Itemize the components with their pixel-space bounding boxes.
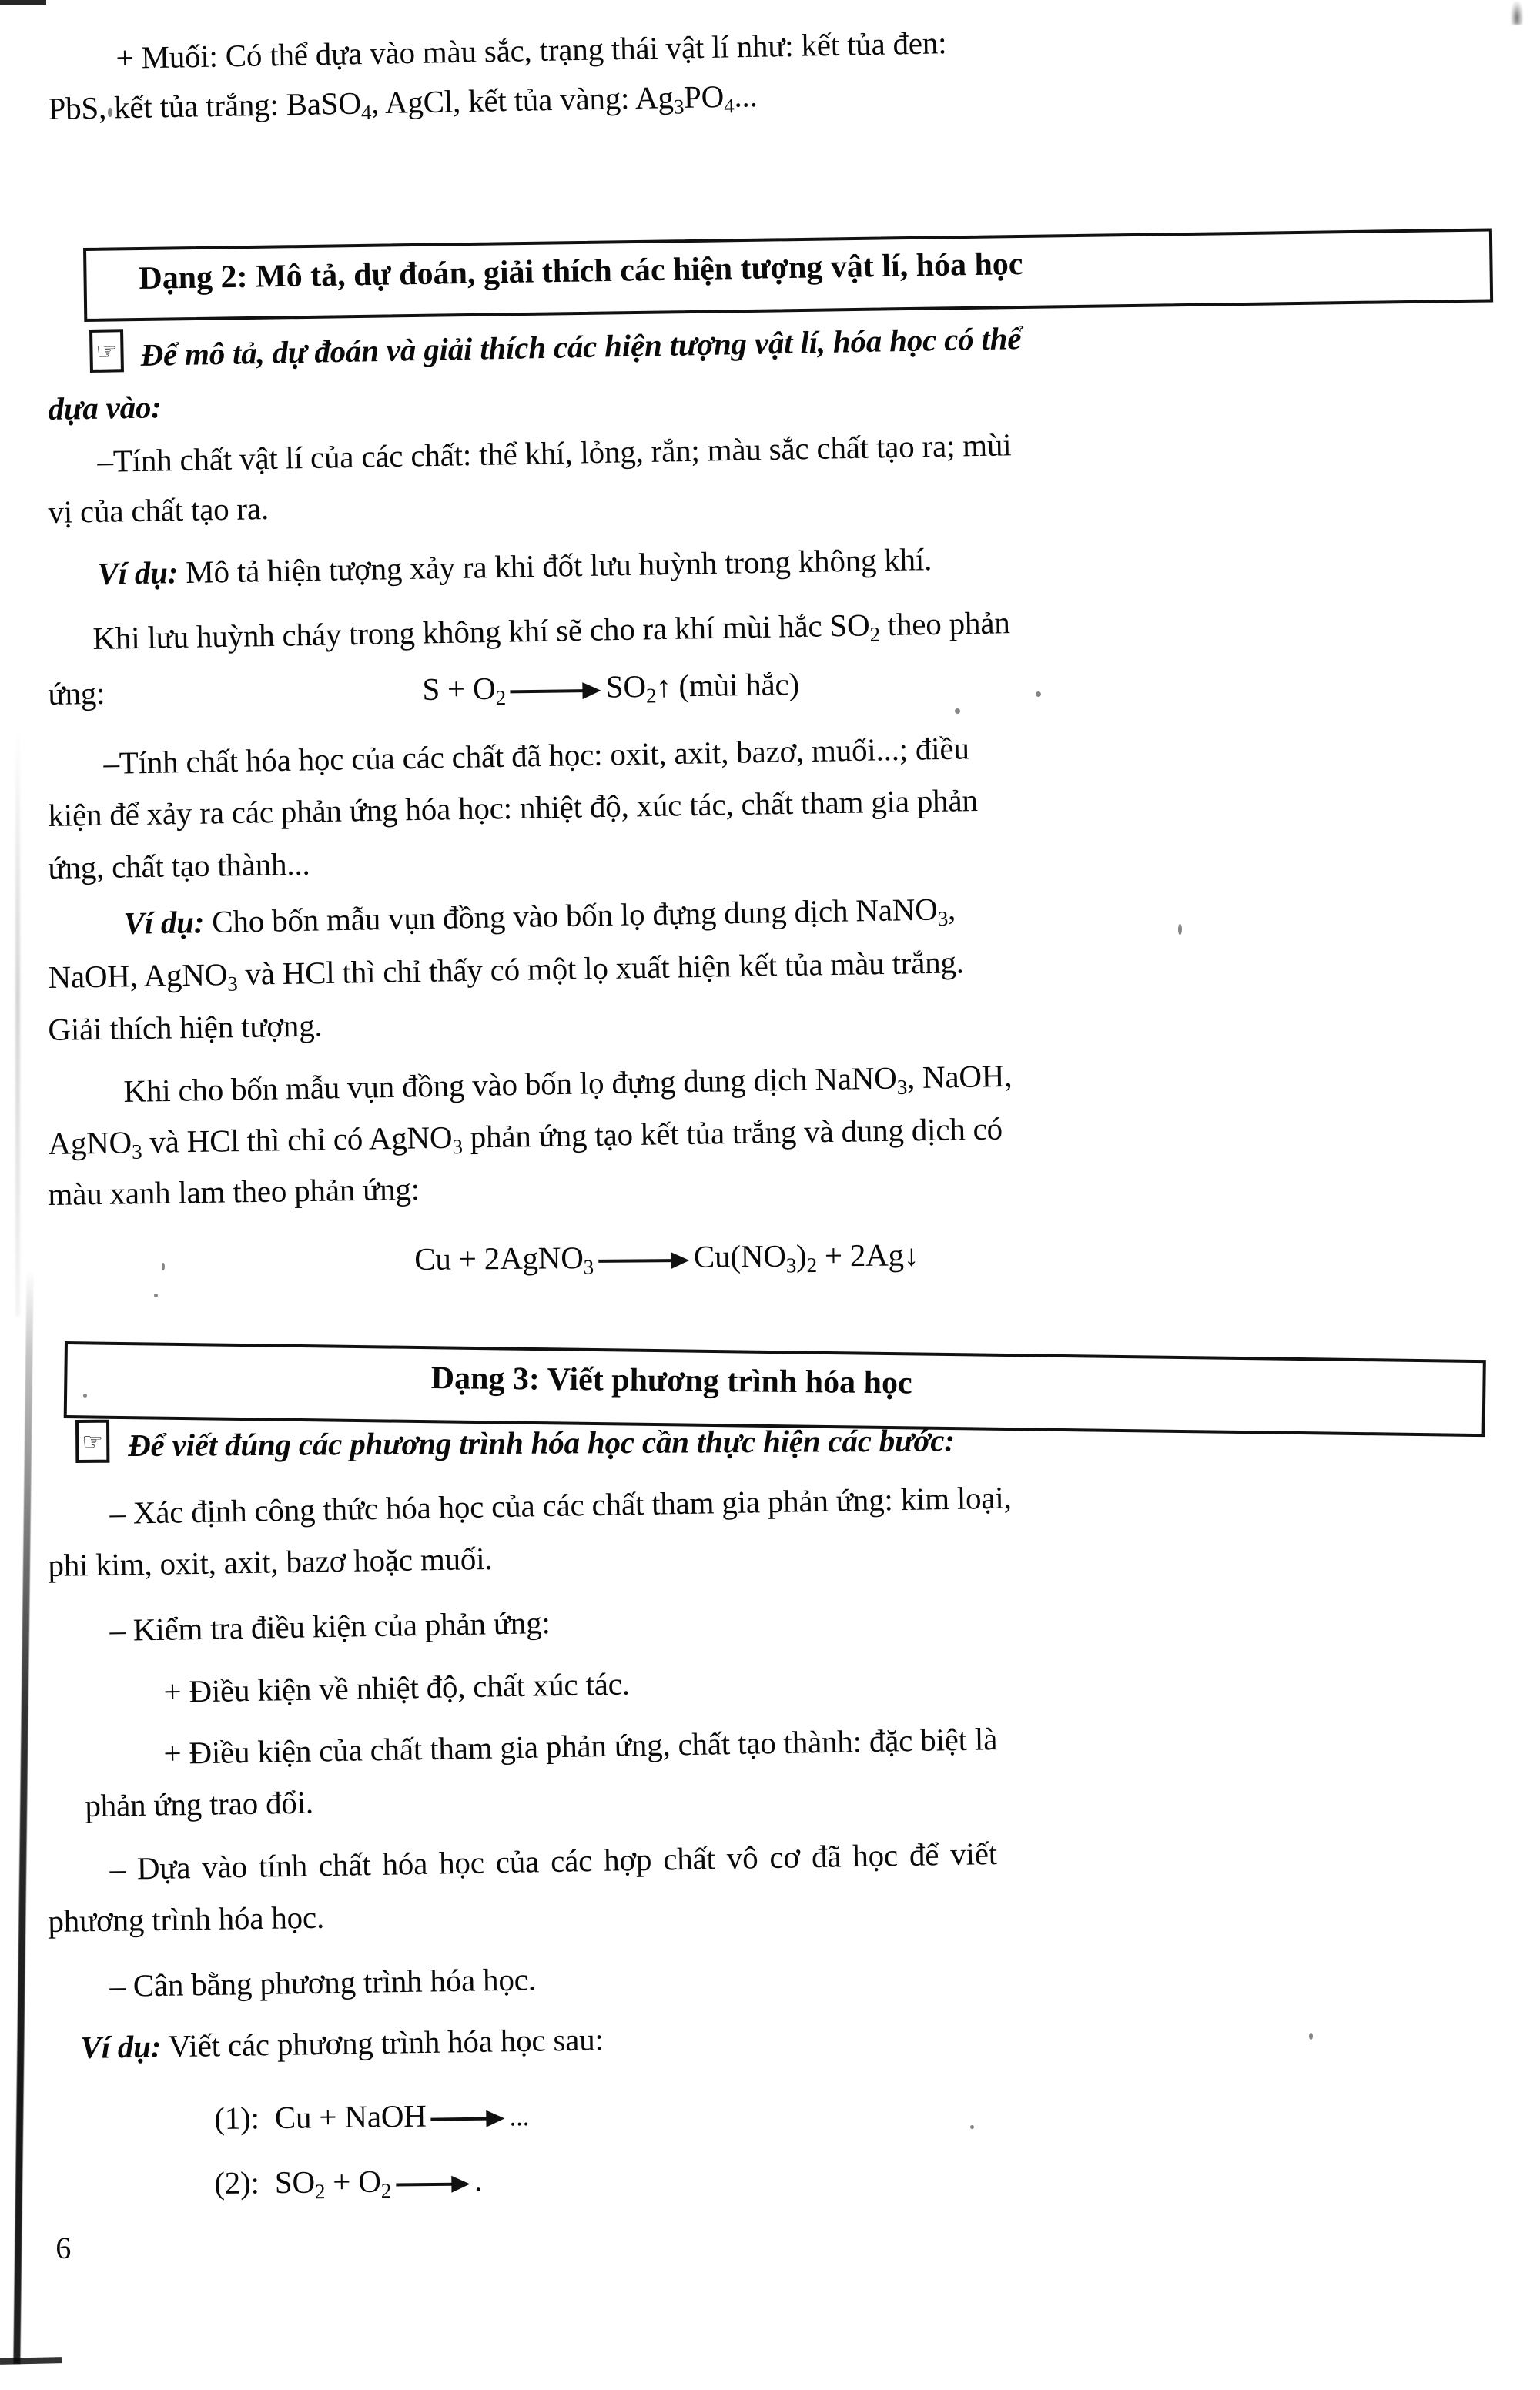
eq2-reactant-2: AgNO — [499, 1240, 584, 1277]
dang3-example — [80, 2010, 1082, 2070]
page-number: 6 — [55, 2230, 72, 2265]
dang3-step-1-line-2: phi kim, oxit, axit, bazơ hoặc muối. — [48, 1540, 493, 1583]
dang3-step-3-line-1: – Dựa vào tính chất hóa học của các hợp chất vô cơ đã học để viết — [109, 1835, 998, 1886]
expl1-part-b: theo phản — [879, 604, 1010, 643]
dang2-bullet-1-line-2: vị của chất tạo ra. — [48, 490, 270, 530]
eq4-so2-subscript: 2 — [314, 2180, 326, 2204]
pointing-hand-icon — [89, 329, 124, 373]
eq4-left-b: O — [357, 2163, 381, 2200]
dang2-bullet-1-line-1: –Tính chất vật lí của các chất: thể khí, lỏng, rắn; màu sắc chất tạo ra; mùi — [97, 427, 1012, 479]
eq2-coef-2: 2 — [849, 1237, 866, 1274]
eq3-left-a: Cu — [274, 2099, 312, 2136]
precipitate-arrow-icon: ↓ — [903, 1239, 919, 1273]
scan-speck — [1309, 2033, 1313, 2040]
dang2-lead-line-1: Để mô tả, dự đoán và giải thích các hiện tượng vật lí, hóa học có thể — [140, 320, 1022, 373]
eq3-right: ... — [509, 2101, 530, 2132]
eq4-o2-subscript: 2 — [380, 2179, 392, 2203]
dang3-step-2-sub-1: + Điều kiện về nhiệt độ, chất xúc tác. — [163, 1665, 631, 1709]
gas-evolution-arrow-icon: ↑ — [655, 670, 671, 704]
dang2-example-2-label: Ví dụ: — [123, 904, 205, 941]
dang2-bullet-2-line-1: –Tính chất hóa học của các chất đã học: oxit, axit, bazơ, muối...; điều — [103, 730, 970, 781]
so2-subscript: 2 — [869, 622, 881, 646]
scan-speck — [162, 1263, 165, 1270]
reaction-arrow-icon — [598, 1249, 689, 1273]
ex2-line1-a: Cho bốn mẫu vụn đồng vào bốn lọ đựng dung dịch NaNO — [203, 891, 938, 940]
scan-artifact-bottom-left — [0, 2357, 62, 2365]
dang3-example-label: Ví dụ: — [80, 2028, 162, 2065]
intro-line2-part-a: PbS, kết tủa trắng: BaSO — [48, 85, 362, 126]
intro-po4-subscript: 4 — [723, 94, 735, 118]
intro-line2-part-c: PO — [683, 78, 725, 115]
dang2-example-1 — [97, 527, 1484, 597]
eq2-product-2: Ag — [865, 1237, 905, 1273]
reaction-arrow-icon — [430, 2107, 504, 2131]
eq1-reactant-2: O — [472, 670, 496, 707]
nano3-subscript-2: 3 — [896, 1075, 908, 1100]
pointing-hand-icon — [75, 1420, 109, 1463]
equation-copper-silver-nitrate — [414, 1232, 919, 1284]
reaction-arrow-icon — [511, 679, 601, 703]
agno3-subscript: 3 — [227, 972, 238, 996]
eq2-product-1: Cu(NO — [693, 1237, 786, 1274]
intro-line2-part-b: , AgCl, kết tủa vàng: Ag — [370, 79, 675, 121]
eq1-product: SO — [605, 668, 647, 705]
eq3-plus: + — [319, 2099, 337, 2135]
eq2-product-1-close: ) — [795, 1237, 807, 1274]
pointing-hand-glyph: ☞ — [95, 336, 118, 365]
equation-list-item-2 — [214, 2157, 482, 2208]
dang2-bullet-2-line-2: kiện để xảy ra các phản ứng hóa học: nhiệt độ, xúc tác, chất tham gia phản — [48, 782, 979, 833]
dang3-step-2-sub-2-line-2: phản ứng trao đổi. — [85, 1784, 314, 1823]
eq4-plus: + — [332, 2164, 351, 2200]
eq1-so2-subscript: 2 — [645, 684, 657, 708]
eq3-number: (1): — [214, 2100, 260, 2136]
intro-line-1: + Muối: Có thể dựa vào màu sắc, trạng thái vật lí như: kết tủa đen: — [116, 25, 947, 75]
eq4-left-a: SO — [274, 2164, 316, 2201]
scan-speck — [1036, 691, 1041, 697]
dang3-step-4: – Cân bằng phương trình hóa học. — [109, 1961, 537, 2003]
dang3-step-3-line-2: phương trình hóa học. — [48, 1899, 325, 1939]
ex2-line2-a: NaOH, AgNO — [48, 956, 228, 995]
ex2-line1-b: , — [947, 891, 956, 927]
eq2-no3-subscript: 3 — [785, 1254, 797, 1277]
ex2-expl2-c: phản ứng tạo kết tủa trắng và dung dịch có — [462, 1110, 1003, 1155]
scan-artifact-binding-edge-faint — [15, 731, 20, 1317]
eq2-plus-1: + — [458, 1240, 477, 1277]
expl1-part-a: Khi lưu huỳnh cháy trong không khí sẽ cho ra khí mùi hắc SO — [92, 607, 870, 656]
eq1-o2-subscript: 2 — [495, 686, 507, 710]
eq2-product-1-outer-subscript: 2 — [806, 1254, 818, 1277]
equation-list-item-1 — [214, 2092, 529, 2141]
nano3-subscript: 3 — [937, 906, 949, 931]
dang2-example-1-explanation-line-1 — [92, 591, 1502, 663]
pointing-hand-glyph: ☞ — [82, 1428, 104, 1455]
agno3-subscript-3: 3 — [452, 1135, 464, 1159]
dang2-example-2-line-3: Giải thích hiện tượng. — [48, 1007, 323, 1047]
scan-artifact-smudge — [1511, 2, 1523, 25]
dang2-bullet-2-line-3: ứng, chất tạo thành... — [48, 845, 310, 885]
eq1-note: (mùi hắc) — [678, 666, 800, 704]
eq2-coef-1: 2 — [484, 1240, 500, 1277]
scan-artifact-top-left — [0, 0, 46, 5]
ex2-expl2-a: AgNO — [48, 1124, 132, 1161]
dang3-example-text: Viết các phương trình hóa học sau: — [160, 2021, 604, 2064]
dang3-lead-line: Để viết đúng các phương trình hóa học cần thực hiện các bước: — [128, 1422, 955, 1463]
dang3-step-2: – Kiểm tra điều kiện của phản ứng: — [109, 1605, 551, 1648]
eq2-plus-2: + — [824, 1237, 842, 1274]
section-title-dang-2: Dạng 2: Mô tả, dự đoán, giải thích các hiện tượng vật lí, hóa học — [139, 246, 1023, 296]
eq4-right: . — [474, 2162, 483, 2198]
eq3-left-b: NaOH — [344, 2097, 427, 2134]
eq2-reactant-1: Cu — [414, 1240, 451, 1277]
scan-artifact-binding-edge — [13, 1270, 33, 2364]
dang2-example-1-explanation-line-2: ứng: — [48, 674, 105, 711]
ex2-expl1-a: Khi cho bốn mẫu vụn đồng vào bốn lọ đựng dung dịch NaNO — [123, 1059, 897, 1109]
ex2-line2-b: và HCl thì chỉ thấy có một lọ xuất hiện kết tủa màu trắng. — [236, 944, 965, 992]
dang3-step-2-sub-2-line-1: + Điều kiện của chất tham gia phản ứng, chất tạo thành: đặc biệt là — [163, 1721, 998, 1771]
intro-ag3-subscript: 3 — [673, 95, 685, 119]
scan-speck — [154, 1294, 158, 1297]
eq2-agno3-subscript: 3 — [583, 1255, 594, 1279]
intro-baso4-subscript: 4 — [360, 100, 372, 125]
dang2-example-1-label: Ví dụ: — [97, 554, 179, 591]
equation-sulfur-combustion — [422, 661, 799, 714]
scan-speck — [955, 708, 960, 714]
ex2-expl2-b: và HCl thì chỉ có AgNO — [141, 1119, 453, 1160]
eq4-number: (2): — [214, 2164, 259, 2201]
eq1-plus: + — [447, 671, 466, 707]
intro-line2-part-d: ... — [733, 78, 758, 114]
dang3-step-1-line-1: – Xác định công thức hóa học của các chất tham gia phản ứng: kim loại, — [109, 1479, 1012, 1531]
scan-speck — [970, 2125, 974, 2129]
reaction-arrow-icon — [396, 2172, 470, 2196]
section-title-dang-3: Dạng 3: Viết phương trình hóa học — [430, 1361, 912, 1401]
eq1-reactant-1: S — [422, 671, 440, 707]
agno3-subscript-2: 3 — [131, 1140, 142, 1163]
dang2-example-2-explanation-line-3: màu xanh lam theo phản ứng: — [48, 1170, 420, 1212]
ex2-expl1-b: , NaOH, — [906, 1057, 1013, 1096]
dang2-example-1-text: Mô tả hiện tượng xảy ra khi đốt lưu huỳnh trong không khí. — [177, 541, 932, 591]
dang2-lead-line-2: dựa vào: — [48, 389, 162, 427]
